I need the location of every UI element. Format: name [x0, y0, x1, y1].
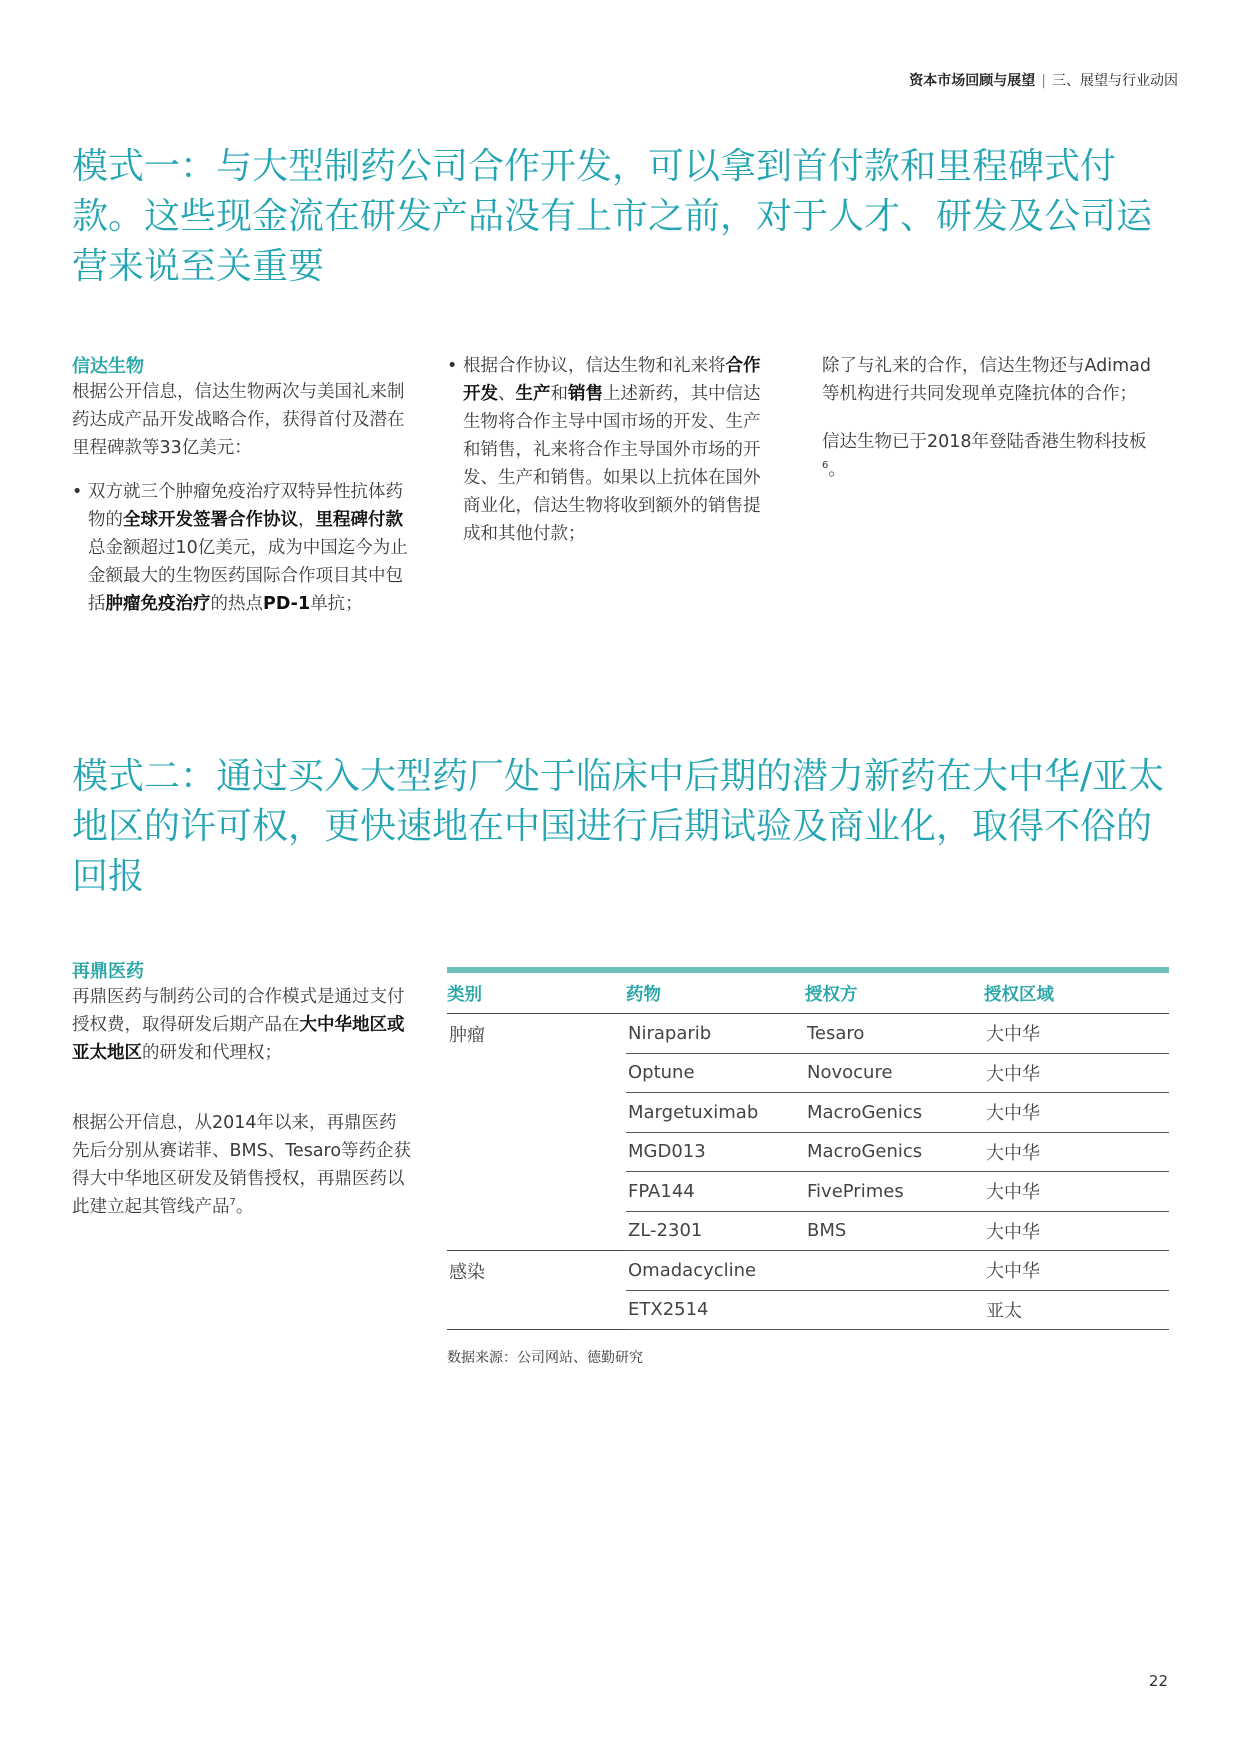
emphasis: 大中华地区或亚太地区	[72, 1015, 405, 1063]
table-body	[447, 1014, 1169, 1330]
table-row	[447, 1211, 1169, 1251]
text: 再鼎医药与制药公司的合作模式是通过支付授权费，取得研发后期产品在	[72, 987, 405, 1035]
table-row	[447, 1132, 1169, 1172]
emphasis: 生产	[515, 384, 551, 404]
cell-region: 大中华	[984, 1132, 1169, 1172]
text: 和	[550, 384, 568, 404]
table-row	[447, 1172, 1169, 1212]
innovent-bullet-1	[72, 478, 412, 618]
cell-category	[447, 1053, 626, 1093]
cell-drug: Omadacycline	[626, 1251, 805, 1291]
innovent-para-listing	[822, 428, 1168, 484]
cell-drug: FPA144	[626, 1172, 805, 1212]
table-row	[447, 1053, 1169, 1093]
cell-category	[447, 1290, 626, 1330]
footnote-ref: 6	[822, 460, 829, 472]
cell-region: 大中华	[984, 1093, 1169, 1133]
cell-drug: ETX2514	[626, 1290, 805, 1330]
table-row	[447, 1014, 1169, 1054]
header-drug: 药物	[626, 970, 805, 1014]
cell-drug: ZL-2301	[626, 1211, 805, 1251]
cell-drug: Niraparib	[626, 1014, 805, 1054]
mode1-column-2	[447, 352, 777, 548]
cell-category	[447, 1093, 626, 1133]
header-region: 授权区域	[984, 970, 1169, 1014]
mode1-heading: 模式一：与大型制药公司合作开发，可以拿到首付款和里程碑式付款。这些现金流在研发产品没有上市之前，对于人才、研发及公司运营来说至关重要	[72, 146, 1153, 287]
header-category: 类别	[447, 970, 626, 1014]
cell-drug: Margetuximab	[626, 1093, 805, 1133]
cell-licensor: BMS	[805, 1211, 984, 1251]
text: 的热点	[210, 594, 263, 614]
header-chapter: 三、展望与行业动因	[1052, 73, 1178, 89]
emphasis: 全球开发签署合作协议	[123, 510, 298, 530]
cell-region: 大中华	[984, 1172, 1169, 1212]
text: 根据公开信息，从2014年以来，再鼎医药先后分别从赛诺菲、BMS、Tesaro等药企获得大中华地区研发及销售授权，再鼎医药以此建立起其管线产品	[72, 1113, 412, 1217]
zailab-para-2	[72, 1109, 412, 1221]
table-row	[447, 1290, 1169, 1330]
cell-region: 大中华	[984, 1211, 1169, 1251]
text: 。	[828, 460, 846, 480]
page-number: 22	[1148, 1672, 1168, 1690]
text: 、	[498, 384, 516, 404]
cell-region: 大中华	[984, 1251, 1169, 1291]
mode1-column-1	[72, 352, 412, 618]
text: 总金额超过10亿美元，成为中国迄今为止金额最大的生物医药国际合作项目其中包括	[88, 538, 408, 614]
cell-licensor: MacroGenics	[805, 1132, 984, 1172]
company-zailab-title: 再鼎医药	[72, 961, 144, 982]
emphasis: 肿瘤免疫治疗	[105, 594, 211, 614]
cell-category: 感染	[449, 1261, 485, 1283]
mode2-column	[72, 957, 412, 1221]
table-header-row	[447, 970, 1169, 1014]
cell-category: 肿瘤	[449, 1024, 485, 1046]
cell-region: 大中华	[984, 1053, 1169, 1093]
emphasis: 里程碑付款	[315, 510, 403, 530]
table-source-note: 数据来源：公司网站、德勤研究	[447, 1350, 643, 1366]
mode2-heading: 模式二：通过买入大型药厂处于临床中后期的潜力新药在大中华/亚太地区的许可权，更快速地在中国进行后期试验及商业化，取得不俗的回报	[72, 756, 1165, 897]
text: 单抗；	[310, 594, 363, 614]
cell-drug: Optune	[626, 1053, 805, 1093]
cell-category	[447, 1172, 626, 1212]
cell-licensor: Novocure	[805, 1053, 984, 1093]
header-separator: |	[1041, 73, 1046, 89]
cell-licensor: FivePrimes	[805, 1172, 984, 1212]
text: ，	[298, 510, 316, 530]
cell-licensor: Tesaro	[805, 1014, 984, 1054]
cell-licensor	[805, 1290, 984, 1330]
zailab-para-1	[72, 983, 412, 1067]
emphasis: 销售	[568, 384, 603, 404]
innovent-para-adimad: 除了与礼来的合作，信达生物还与Adimad等机构进行共同发现单克隆抗体的合作；	[822, 356, 1152, 404]
running-header	[909, 70, 1178, 90]
innovent-bullet-2	[447, 352, 777, 548]
mode1-column-3	[822, 352, 1168, 484]
table-row	[447, 1251, 1169, 1291]
cell-region: 大中华	[984, 1014, 1169, 1054]
emphasis: PD-1	[263, 594, 311, 614]
text: 信达生物已于2018年登陆香港生物科技板	[822, 432, 1147, 452]
cell-region: 亚太	[984, 1290, 1169, 1330]
footnote-ref: 7	[229, 1197, 236, 1209]
cell-licensor: MacroGenics	[805, 1093, 984, 1133]
header-section: 资本市场回顾与展望	[909, 73, 1036, 89]
header-licensor: 授权方	[805, 970, 984, 1014]
text: 上述新药，其中信达生物将合作主导中国市场的开发、生产和销售，礼来将合作主导国外市场的开发、生产和销售。如果以上抗体在国外商业化，信达生物将收到额外的销售提成和其他付款；	[463, 384, 761, 544]
license-table	[447, 967, 1169, 1330]
emphasis: 合作开发	[463, 356, 761, 404]
text: 根据合作协议，信达生物和礼来将	[463, 356, 726, 376]
text: 的研发和代理权；	[142, 1043, 282, 1063]
text: 。	[235, 1197, 254, 1217]
text: 双方就三个肿瘤免疫治疗双特异性抗体药物的	[88, 482, 403, 530]
innovent-intro: 根据公开信息，信达生物两次与美国礼来制药达成产品开发战略合作，获得首付及潜在里程碑款等33亿美元：	[72, 382, 405, 458]
cell-drug: MGD013	[626, 1132, 805, 1172]
cell-category	[447, 1132, 626, 1172]
table-row	[447, 1093, 1169, 1133]
cell-licensor	[805, 1251, 984, 1291]
license-table-container	[447, 967, 1169, 1330]
company-innovent-title: 信达生物	[72, 356, 144, 377]
cell-category	[447, 1211, 626, 1251]
